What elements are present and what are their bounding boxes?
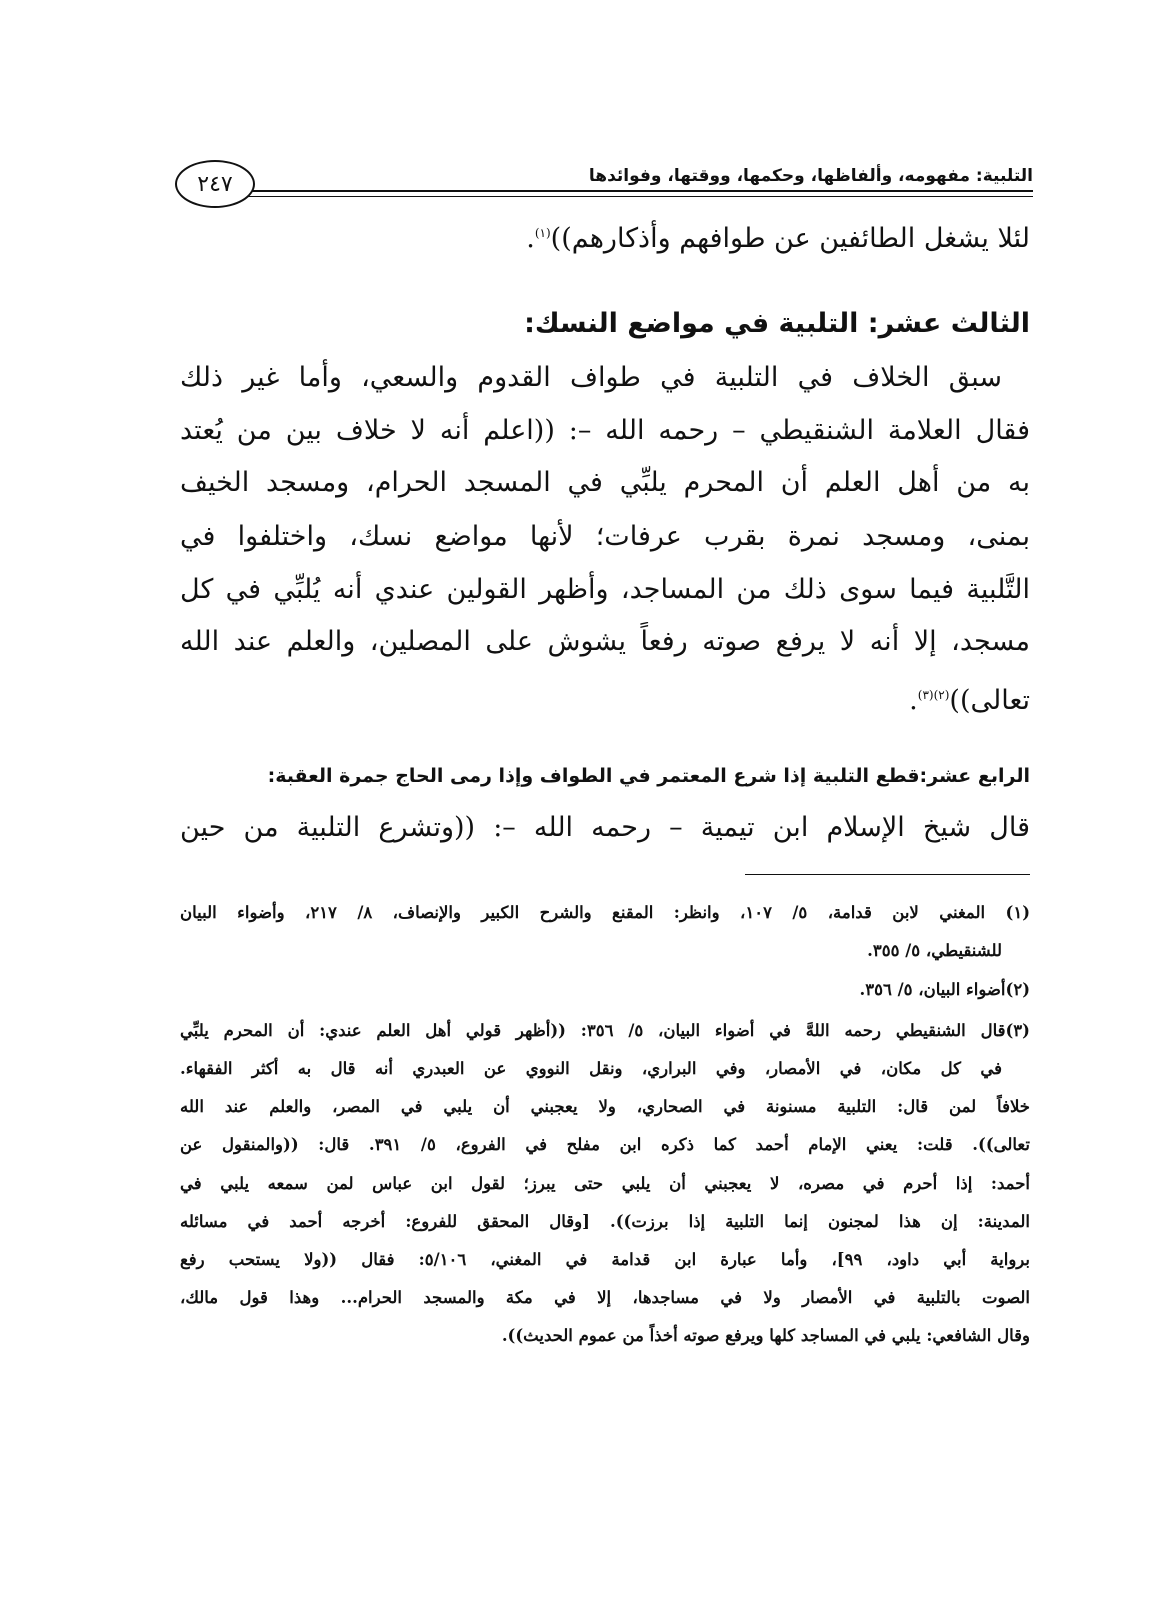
section-heading-13: الثالث عشر: التلبية في مواضع النسك: — [524, 308, 1030, 339]
body-line: تعالى))$^{(٢)(٣)}$. — [909, 685, 1030, 716]
footnote-3-line: وقال الشافعي: يلبي في المساجد كلها ويرفع صوته أخذاً من عموم الحديث)). — [501, 1326, 1030, 1345]
footnote-3-line: المدينة: إن هذا لمجنون إنما التلبية إذا برزت)). [وقال المحقق للفروع: أخرجه أحمد في مسائله — [180, 1212, 1030, 1231]
page-header — [175, 160, 1033, 210]
footnote-3-line: برواية أبي داود، ٩٩]، وأما عبارة ابن قدامة في المغني، ٥/١٠٦: فقال ((ولا يستحب رفع — [180, 1250, 1030, 1269]
footnote-3-line: في كل مكان، في الأمصار، وفي البراري، ونقل النووي عن العبدري أنه قال به أكثر الفقهاء. — [180, 1059, 1002, 1078]
body-line: به من أهل العلم أن المحرم يلبِّي في المسجد الحرام، ومسجد الخيف — [180, 467, 1030, 498]
footnote-1-cont: للشنقيطي، ٥/ ٣٥٥. — [867, 941, 1002, 960]
footnote-3-line: الصوت بالتلبية في الأمصار ولا في مساجدها، إلا في مكة والمسجد الحرام... وهذا قول مالك، — [180, 1288, 1030, 1307]
footnote-3-line: أحمد: إذا أحرم في مصره، لا يعجبني أن يلبي حتى يبرز؛ لقول ابن عباس لمن سمعه يلبي في — [180, 1174, 1030, 1193]
body-line: لئلا يشغل الطائفين عن طوافهم وأذكارهم))$^{(١)}$. — [526, 223, 1030, 254]
footnote-3-line: تعالى)). قلت: يعني الإمام أحمد كما ذكره ابن مفلح في الفروع، ٥/ ٣٩١. قال: ((والمنقول عن — [180, 1135, 1030, 1154]
body-line: فقال العلامة الشنقيطي – رحمه الله –: ((اعلم أنه لا خلاف بين من يُعتد — [180, 415, 1030, 446]
header-rule — [245, 190, 1033, 197]
page-number: ٢٤٧ — [175, 160, 255, 208]
footnote-3: (٣)قال الشنقيطي رحمه اللهَّ في أضواء البيان، ٥/ ٣٥٦: ((أظهر قولي أهل العلم عندي: أن المحرم يلبِّي — [180, 1021, 1030, 1040]
footnote-3-line: خلافاً لمن قال: التلبية مسنونة في الصحاري، ولا يعجبني أن يلبي في المصر، والعلم عند الله — [180, 1097, 1030, 1116]
body-line: مسجد، إلا أنه لا يرفع صوته رفعاً يشوش على المصلين، والعلم عند الله — [180, 626, 1030, 657]
body-line: قال شيخ الإسلام ابن تيمية – رحمه الله –: ((وتشرع التلبية من حين — [180, 812, 1030, 843]
body-line: التَّلبية فيما سوى ذلك من المساجد، وأظهر القولين عندي أنه يُلبِّي في كل — [180, 574, 1030, 605]
footnote-2: (٢)أضواء البيان، ٥/ ٣٥٦. — [859, 980, 1030, 999]
footnote-1: (١) المغني لابن قدامة، ٥/ ١٠٧، وانظر: المقنع والشرح الكبير والإنصاف، ٨/ ٢١٧، وأضواء البيان — [180, 903, 1030, 922]
body-line: سبق الخلاف في التلبية في طواف القدوم والسعي، وأما غير ذلك — [180, 362, 1002, 393]
body-line: بمنى، ومسجد نمرة بقرب عرفات؛ لأنها مواضع نسك، واختلفوا في — [180, 521, 1030, 552]
footnote-rule — [745, 874, 1030, 875]
section-heading-14: الرابع عشر:قطع التلبية إذا شرع المعتمر في الطواف وإذا رمى الحاج جمرة العقبة: — [267, 765, 1030, 787]
running-title: التلبية: مفهومه، وألفاظها، وحكمها، ووقتها، وفوائدها — [588, 166, 1033, 186]
